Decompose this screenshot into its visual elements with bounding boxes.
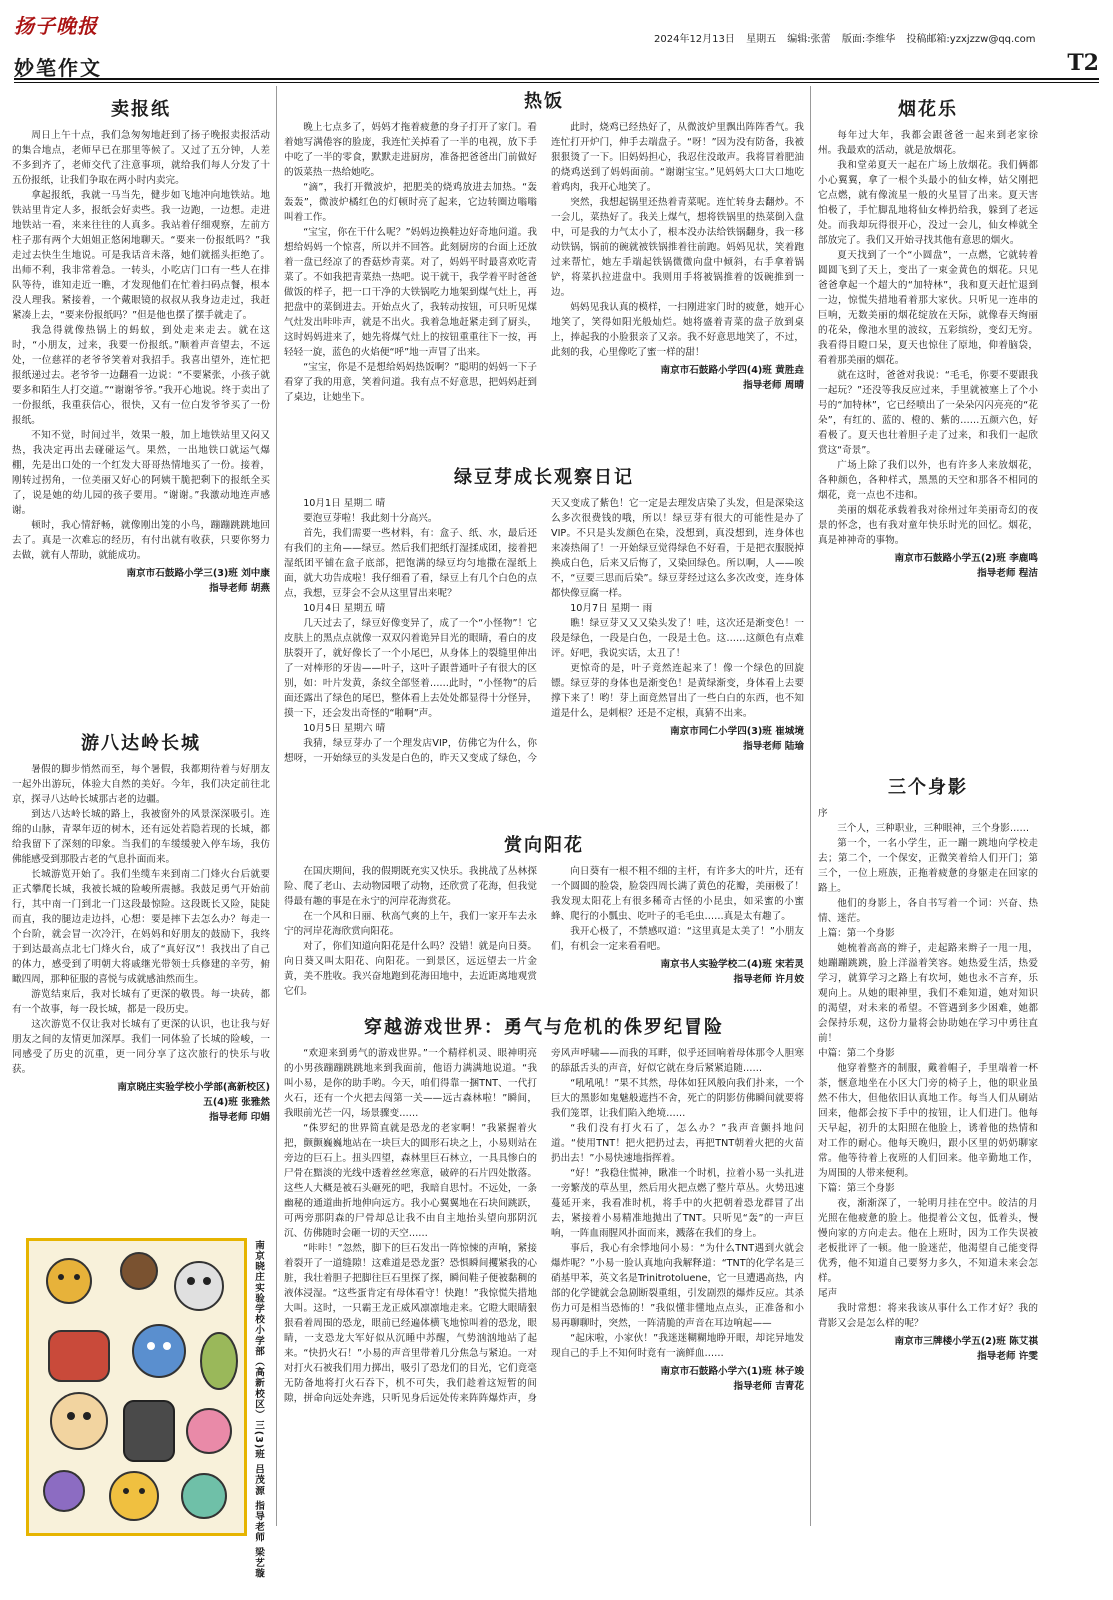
author-school: 南京市三牌楼小学五(2)班 陈艾祺 (894, 1336, 1038, 1347)
paragraph: 到达八达岭长城的路上，我被窗外的风景深深吸引。连绵的山脉，青翠年迈的树木，还有远处若隐若现的长城，都给我留下了深刻的印象。当我们的车缓缓驶入停车场，我仿佛能感受到那股古老的气息扑面而来。 (12, 809, 270, 865)
subheading: 上篇：第一个身影 (818, 928, 895, 939)
header-rule-thin (14, 82, 1099, 83)
article-body (818, 806, 1038, 1331)
drawing-illustration (29, 1241, 244, 1533)
paragraph: “起床啦，小家伙！”我迷迷糊糊地睁开眼，却诧异地发现自己的手上不知何时竟有一滴鲜血…… (551, 1333, 804, 1359)
article-title: 穿越游戏世界：勇气与危机的侏罗纪冒险 (364, 1017, 724, 1038)
paragraph: 要泡豆芽啦！我此刻十分高兴。 (303, 513, 438, 524)
author-teacher: 指导老师 印娟 (209, 1112, 270, 1123)
diary-date: 10月1日 星期二 晴 (303, 498, 386, 509)
header-rule (14, 78, 1099, 80)
paragraph: 三个人，三种职业，三种眼神，三个身影…… (837, 823, 1030, 834)
paragraph: “欢迎来到勇气的游戏世界。”一个精样机灵、眼神明亮的小男孩蹦蹦跳跳地来到我面前，他语力满满地说道。“我叫小易，是你的助手哟。今天，咱们得靠一捆TNT、一代打火石，还有一个火把去闯第一关——远古森林啦！”瞬间，我眼前光芒一闪，场景骤变…… (284, 1048, 537, 1119)
article-body (818, 128, 1038, 548)
paragraph: “好！”我稳住慌神，瞅准一个时机，拉着小易一头扎进一旁繁茂的草丛里，然后用火把点燃了整片草丛。火势迅速蔓延开来，我看准时机，将手中的火把朝着恐龙群冒了出去，紧接着小易精准地抛出了TNT。只听见“轰”的一声巨响，一阵血雨腥风扑面而来，溅落在我们的身上。 (551, 1168, 804, 1239)
paragraph: “宝宝，你在干什么呢？”妈妈边换鞋边好奇地问道。我想给妈妈一个惊喜，所以并不回答。此刻厨房的台面上还放着一盘已经凉了的香菇炒青菜。对了，妈妈平时最喜欢吃青菜了。不如我把青菜热一热吧。说干就干，我学着平时爸爸做饭的样子，把一口干净的大铁锅吃力地架到煤气灶上，再把盘中的菜倒进去。开始点火了，我转动按钮，可只听见煤气灶发出咔咔声，就是不出火。我着急地赶紧走到了厨头，这时妈妈进来了，她先将煤气灶上的按钮重重往下一按，再轻轻一旋，蓝色的火焰便“呼”地一声冒了出来。 (284, 227, 537, 358)
paragraph: 在国庆期间，我的假期既充实又快乐。我挑战了丛林探险、爬了老山、去动物园喂了动物，还欣赏了花海，但我觉得最有趣的事是在永宁的河岸花海赏花。 (284, 866, 537, 907)
author-teacher: 指导老师 周晴 (743, 380, 804, 391)
paragraph: “我们没有打火石了，怎么办？”我声音颤抖地问道。“使用TNT！把火把扔过去，再把TNT朝着火把的火苗扔出去！”小易快速地指挥着。 (551, 1123, 804, 1164)
subheading: 尾声 (818, 1288, 838, 1299)
paragraph: 他们的身影上，各自书写着一个词：兴奋、热情、迷茫。 (818, 898, 1038, 924)
author-school: 南京市石鼓路小学三(3)班 刘中康 (126, 568, 270, 579)
paragraph: 暑假的脚步悄然而至，每个暑假，我都期待着与好朋友一起外出游玩，体验大自然的美好。今年，我们决定前往北京，探寻八达岭长城那古老的边疆。 (12, 764, 270, 805)
paragraph: 在一个风和日丽、秋高气爽的上午，我们一家开车去永宁的河岸花海欣赏向阳花。 (284, 911, 537, 937)
diary-date: 10月7日 星期一 雨 (570, 603, 653, 614)
article-shangxiangyanghua (284, 834, 804, 1010)
paragraph: 我开心极了，不禁感叹道：“这里真是太美了！”小朋友们，有机会一定来看看吧。 (551, 926, 804, 952)
editor: 编辑:张蕾 (787, 34, 831, 45)
paragraph: 我急得就像热锅上的蚂蚁，到处走来走去。就在这时，“小朋友，过来，我要一份报纸。”顺着声音望去，不远处，一位慈祥的老爷爷笑着对我招手。我喜出望外，连忙把报纸递过去。老爷爷一边翻看一边说：“不要紧张，小孩子就要多和陌生人打交道。”“谢谢爷爷。”我开心地说。终于卖出了一份报纸，我重获信心，很快，又有一位白发爷爷买了一份报纸。 (12, 325, 270, 426)
drawing-caption: 南京晓庄实验学校小学部（高新校区）三(3)班 吕茂源 指导老师 梁艺璇 (253, 1240, 264, 1579)
section-title: 妙笔作文 (14, 56, 102, 80)
paragraph: 更惊奇的是，叶子竟然连起来了！像一个绿色的回旋镖。绿豆芽的身体也是渐变色！是黄绿渐变，身体看上去要撑下来了！哟！芽上面竟然冒出了一些白白的东西，也不知道是什么，是刺根？还是不定根，真猜不出来。 (551, 663, 804, 719)
article-maibaozhi (12, 98, 270, 724)
article-lvdouya (284, 466, 804, 828)
article-body (12, 128, 270, 563)
article-body (284, 1046, 804, 1406)
paragraph: 长城游览开始了。我们坐缆车来到南二门烽火台后就要正式攀爬长城，我被长城的险峻所震撼。我鼓足勇气开始前行，其中南一门到北一门这段最惊险。这段既长又险，陡陡而直，我的腿边走边抖，心想：要是摔下去怎么办？每走一个台阶，就会冒一次冷汗，在妈妈和好朋友的鼓励下，我终于到达最高点北七门烽火台，成了“真好汉”！我找出了自己的体力，感受到了明朝大将戚继光带领士兵修建的辛劳，俯瞰四周，那种征服的喜悦与成就感油然而生。 (12, 869, 270, 985)
article-body (284, 120, 804, 405)
byline (551, 957, 804, 987)
paragraph: 她梳着高高的辫子，走起路来辫子一甩一甩，她蹦蹦跳跳，脸上洋溢着笑容。她热爱生活，热爱学习，就算学习之路上有坎坷，她也永不言弃，乐观向上。从她的眼神里，我们不难知道，她对知识的渴望，对未来的希望。不管遇到多少困难，她都会保持乐观，这份力量将会协助她在学习中勇往直前！ (818, 943, 1038, 1044)
column-divider (810, 86, 811, 1526)
diary-date: 10月4日 星期五 晴 (303, 603, 386, 614)
article-title: 赏向阳花 (504, 835, 584, 856)
byline (551, 1364, 804, 1394)
author-school: 南京市同仁小学四(3)班 崔城境 (670, 726, 804, 737)
paragraph: 瞧！绿豆芽又又又染头发了！哇，这次还是渐变色！一段是绿色，一段是白色，一段是土色。这……这颜色有点难评。好吧，我说实话，太丑了！ (551, 618, 804, 659)
diary-date: 10月5日 星期六 晴 (303, 723, 386, 734)
paragraph: 就在这时，爸爸对我说：“毛毛，你要不要跟我一起玩？”还没等我反应过来，手里就被塞上了个小号的“加特林”，它已经喷出了一朵朵闪闪亮亮的“花朵”，有红的、蓝的、橙的、紫的……五颜六色，好看极了。夏天也壮着胆子走了过来，和我们一起欣赏这“奇景”。 (818, 370, 1038, 456)
author-school: 南京市石鼓路小学四(4)班 黄胜垚 (660, 365, 804, 376)
paragraph: 每年过大年，我都会跟爸爸一起来到老家徐州。我最欢的活动，就是放烟花。 (818, 130, 1038, 156)
paragraph: 向日葵有一根不粗不细的主杆，有许多大的叶片，还有一个圆圆的脸袋，脸袋四周长满了黄色的花瓣，美丽极了！我发现太阳花上有很多稀奇古怪的小昆虫，如采蜜的小蜜蜂、爬行的小瓢虫、吃叶子的毛毛虫……真是太有趣了。 (551, 866, 804, 922)
paragraph: “吼吼吼！”果不其然，母体如狂风般向我们扑来，一个巨大的黑影如鬼魅般遮挡不舍，死亡的阴影仿佛瞬间就要将我们笼罩，让我们陷入绝境…… (551, 1078, 804, 1119)
author-school: 南京书人实验学校二(4)班 宋若灵 (660, 959, 804, 970)
page-header (14, 6, 1099, 78)
paragraph: 他穿着整齐的制服，戴着帽子，手里端着一杯茶，惬意地坐在小区大门旁的椅子上，他的职业虽然不伟大，但他依旧认真地工作。每当人们从刷站回来，他都会按下手中的按钮，让人们进门。他每天早起，初升的太阳照在他脸上，诱着他的热情和对工作的耐心。他每天晚归，跟小区里的奶奶聊家常。他等待着上夜班的人们回来。他辛勤地工作，为周围的人带来便利。 (818, 1063, 1038, 1179)
author-teacher: 指导老师 许月姣 (733, 974, 804, 985)
article-title: 热饭 (524, 91, 564, 112)
article-jurassic (284, 1016, 804, 1556)
paragraph: 美丽的烟花承载着我对徐州过年美丽奇幻的夜景的怀念，也有我对童年快乐时光的回忆。烟花，真是神神奇的事物。 (818, 505, 1038, 546)
article-body (284, 496, 804, 766)
article-title: 烟花乐 (898, 99, 958, 120)
paragraph: 妈妈见我认真的模样，一扫刚进家门时的疲惫，她开心地笑了，笑得如阳光般灿烂。她将盛着青菜的盘子放到桌上，捧起我的小脸狠亲了又亲。我不好意思地笑了，不过，此刻的我，心里像吃了蜜一样的甜！ (551, 302, 804, 358)
paragraph: 此时，烧鸡已经热好了，从微波炉里飘出阵阵香气。我连忙打开炉门，伸手去端盘子。“呀！”因为没有防备，我被狠狠烫了一下。旧妈妈担心，我忍住没敢声。我将冒着肥油的烧鸡送到了妈妈面前。“谢谢宝宝。”见妈妈大口大口地吃着鸡肉，我开心地笑了。 (551, 122, 804, 193)
issue-meta (654, 30, 1044, 45)
article-refan (284, 90, 804, 458)
article-title: 卖报纸 (111, 99, 171, 120)
author-class: 五(4)班 张雅然 (203, 1097, 270, 1108)
paragraph: 我和堂弟夏天一起在广场上放烟花。我们俩都小心翼翼，拿了一根个头最小的仙女棒，姑父刚把它点燃，就有像流星一般的火星冒了出来。夏天害怕极了，手忙脚乱地将仙女棒扔给我，躲到了老远处。而我却玩得很开心，没过一会儿，仙女棒就全部放完了。我们又开始寻找其他有意思的烟火。 (818, 160, 1038, 246)
article-title: 游八达岭长城 (81, 733, 201, 754)
paragraph: “侏罗纪的世界简直就是恐龙的老家啊！”我紧握着火把，颤颤巍巍地站在一块巨大的圆形石块之上，小易则站在旁边的巨石上。扭头四望，森林里巨石林立，一具具惨白的尸骨在黯淡的光线中透着丝丝寒意，破碎的石片四处散落。这些人大概是被石头砸死的吧，我暗自思忖。不远处，一条幽秘的通道曲折地伸向远方。我小心翼翼地在石块间跳跃，可两旁那阴森的尸骨却总让我不由自主地抬头望向那阴沉沉、仿佛随时会砸一切的天空…… (284, 1123, 537, 1239)
paragraph: 广场上除了我们以外，也有许多人来放烟花，各种颜色，各种样式，黑黑的天空和那各不相同的烟花，竟一点也不违和。 (818, 460, 1038, 501)
author-teacher: 指导老师 许雯 (977, 1351, 1038, 1362)
newspaper-logo: 扬子晚报 (14, 14, 98, 38)
subheading: 下篇：第三个身影 (818, 1183, 895, 1194)
paragraph: 我猜，绿豆芽办了一个理发店VIP，仿佛它为什么，你想呀，一开始绿豆的头发是白色的，昨天又变成了绿色，今天又变成了紫色！它一定是去理发店染了头发，但是深染这么多次很费钱的哦，所以！绿豆芽有很大的可能性是办了VIP。不只是头发颜色在染，没想到，真没想到，连身体也来凑热闹了！一开始绿豆觉得绿色不好看，于是把衣服脱掉换成白色，后来又后悔了，又染回绿色。所以啊，人——唉不，“豆要三思而后染”。绿豆芽经过这么多次改变，连身体都快像豆腐一样。 (284, 498, 804, 764)
article-title: 三个身影 (888, 777, 968, 798)
paragraph: 几天过去了，绿豆好像变异了，成了一个“小怪物”！它皮肤上的黑点点就像一双双闪着诡异目光的眼睛，看白的皮肤裂开了，就好像长了一个小尾巴，从身体上的裂缝里伸出了一对棒形的牙齿——叶子，这叶子跟普通叶子有很大的区别，如：叶片发黄，条纹全部竖着……此时，“小怪物”的后面还露出了绿色的尾巴，整体看上去处处都显得十分怪异，摸一下，还会发出奇怪的“啪啊”声。 (284, 618, 537, 719)
submission-email: 投稿邮箱:yzxjzzw@qq.com (906, 34, 1036, 45)
byline (12, 566, 270, 596)
author-school: 南京晓庄实验学校小学部(高新校区) (117, 1082, 270, 1093)
article-badaling (12, 732, 270, 1232)
subheading: 中篇：第二个身影 (818, 1048, 895, 1059)
article-body (284, 864, 804, 999)
byline (818, 551, 1038, 581)
article-title: 绿豆芽成长观察日记 (454, 467, 634, 488)
page-number: T2 (1067, 50, 1099, 76)
paragraph: 这次游览不仅让我对长城有了更深的认识，也让我与好朋友之间的友情更加深厚。我们一同体验了长城的险峻，一同感受了历史的沉重，更一同分享了这次旅行的快乐与收获。 (12, 1019, 270, 1075)
author-teacher: 指导老师 胡燕 (209, 583, 270, 594)
issue-weekday: 星期五 (746, 34, 777, 45)
paragraph: 事后，我心有余悸地问小易：“为什么TNT遇到火就会爆炸呢？”小易一脸认真地向我解释道：“TNT的化学名是三硝基甲苯，英文名是Trinitrotoluene，它一旦遭遇高热，内部的化学键就会急剧断裂重组，引发剧烈的爆炸反应。其杀伤力可是相当恐怖的！”我似懂非懂地点点头，正准备和小易再聊聊时，突然，一阵清脆的声音在耳边响起—— (551, 1243, 804, 1329)
paragraph: 夜，渐渐深了，一轮明月挂在空中。皎洁的月光照在他疲惫的脸上。他提着公文包，低着头，慢慢向家的方向走去。他在上班时，因为工作失误被老板批评了一顿。他一脸迷茫，他渴望自己能变得优秀，他不知道自己要努力多久，不知道未来会怎样。 (818, 1198, 1038, 1284)
author-teacher: 指导老师 吉青花 (733, 1381, 804, 1392)
paragraph: 夏天找到了一个“小圆盘”，一点燃，它就转着圆圆飞到了天上，变出了一束金黄色的烟花。只见爸爸拿起一个超大的“加特林”，我和夏天赶忙退到一边，惊慌失措地看着那大家伙。只听见一连串的巨响，无数美丽的烟花绽放在天际，就像春天绚丽的花朵，像池水里的波纹，五彩缤纷，变幻无穷。我看得目瞪口呆，夏天也惊住了原地，仰着脑袋，看着那美丽的烟花。 (818, 250, 1038, 366)
author-teacher: 指导老师 陆瑜 (743, 741, 804, 752)
paragraph: 顿时，我心情舒畅，就像刚出笼的小鸟，蹦蹦跳跳地回去了。真是一次难忘的经历，有付出就有收获，只要你努力去做，就有人帮助，就能成功。 (12, 520, 270, 561)
author-school: 南京市石鼓路小学五(2)班 李鹿鸣 (894, 553, 1038, 564)
article-yanhuale (818, 98, 1038, 748)
paragraph: “宝宝，你是不是想给妈妈热饭啊？”聪明的妈妈一下子看穿了我的用意，笑着问道。我有点不好意思，把妈妈赶到了桌边，让她坐下。 (284, 362, 537, 403)
author-teacher: 指导老师 程洁 (977, 568, 1038, 579)
column-divider (276, 86, 277, 1526)
layout-editor: 版面:李维华 (841, 34, 896, 45)
subheading: 序 (818, 808, 828, 819)
byline (551, 363, 804, 393)
paragraph: 对了，你们知道向阳花是什么吗？没错！就是向日葵。向日葵又叫太阳花、向阳花。一到景区，远远望去一片金黄，美不胜收。我兴奋地跑到花海田地中，去近距离地观赏它们。 (284, 941, 537, 997)
issue-date: 2024年12月13日 (654, 34, 735, 45)
paragraph: 拿起报纸，我就一马当先，健步如飞地冲向地铁站。地铁站里肯定人多，报纸会好卖些。我一边跑，一边想。走进地铁站一看，来来往往的人真多。我站着仔细观察，左前方柱子那有两个大姐姐正悠闲地聊天。“要来一份报纸吗？”我走过去快生生地说。可是我话音未落，她们就摇头拒绝了。出师不利，我非常着急。一转头，小吃店门口有一些人在排队等待，谁知走近一瞧，才发现他们在忙着扫码点餐，根本没人理我。紧接着，一个戴眼镜的叔叔从我身边走过，我赶紧凑上去，“要来份报纸吗？”但是他也摆了摆手就走了。 (12, 190, 270, 321)
paragraph: “咔咔！”忽然，脚下的巨石发出一阵惊悚的声响，紧接着裂开了一道缝隙！这难道是恐龙蛋？恐惧瞬间攫紧我的心脏，我壮着胆子把脚往巨石里探了探，瞬间鞋子便被黏稠的液体浸湿。“这些蛋肯定有母体看守！快跑！”我惊慌失措地大叫。这时，一只霸王龙正威风凛凛地走来。它瞪大眼睛狠狠看着周围的恐龙，眼前已经遍体横飞地惊叫着的恐龙，眼睛，一支恐龙大军好似从沉睡中苏醒，气势汹汹地站了起来。“快扔火石！”小易的声音里带着几分焦急与紧迫。一对对打火石被我们用力掷出，吸引了恐龙们的目光，它们竟毫无防备地将打火石吞下，机不可失，我们趁着这短暂的间隙，拼命向远处奔逃，只听见身后远处传来阵阵爆炸声，身旁风声呼啸——而我的耳畔，似乎还回响着母体那令人胆寒的舔舐舌头的声音，好似它就在身后紧紧追随…… (284, 1048, 804, 1404)
paragraph: 我时常想：将来我该从事什么工作才好？我的背影又会是怎么样的呢？ (818, 1303, 1038, 1329)
article-sangeshenying (818, 776, 1038, 1556)
paragraph: 游览结束后，我对长城有了更深的敬畏。每一块砖，都有一个故事，每一段长城，都是一段历史。 (12, 989, 270, 1015)
byline (818, 1334, 1038, 1364)
byline (551, 724, 804, 754)
paragraph: 周日上午十点，我们急匆匆地赶到了扬子晚报卖报活动的集合地点，老师早已在那里等候了。又过了五分钟，人差不多到齐了，老师交代了注意事项，就给我们每人分发了十五份报纸，让我们争取在两小时内卖完。 (12, 130, 270, 186)
paragraph: 晚上七点多了，妈妈才拖着疲惫的身子打开了家门。看着她写满倦容的脸庞，我连忙关掉看了一半的电视，放下手中吃了一半的零食，默默走进厨房，准备把爸爸出门前做好的饭菜热一热给她吃。 (284, 122, 537, 178)
byline (12, 1080, 270, 1125)
paragraph: 首先，我们需要一些材料，有：盒子、纸、水，最后还有我们的主角——绿豆。然后我们把纸打湿揉成团，接着把湿纸团平铺在盒子底部，把饱满的绿豆均匀地撒在湿纸上面，就大功告成啦！我仔细看了看，绿豆上有几个白色的点点，我想，豆芽会不会从这里冒出来呢？ (284, 528, 537, 599)
paragraph: 突然，我想起锅里还热着青菜呢。连忙转身去翻炒。不一会儿，菜热好了。我关上煤气，想将铁锅里的热菜倒入盘中，可是我的力气太小了，根本没办法给铁锅翻身，我一移动铁锅，锅前的碗就被铁锅推着往前跑。妈妈见状，笑着跑过来帮忙，她左手端起铁锅微微向盘中倾斜，右手拿着锅铲，将菜扒拉进盘中。我则用手将被锅推着的饭碗推到一边。 (551, 197, 804, 298)
child-drawing (26, 1238, 247, 1536)
author-school: 南京市石鼓路小学六(1)班 林子竣 (660, 1366, 804, 1377)
article-body (12, 762, 270, 1077)
paragraph: 第一个，一名小学生，正一蹦一跳地向学校走去；第二个，一个保安，正微笑着给人们开门；第三个，一位上班族，正拖着疲惫的身躯走在回家的路上。 (818, 838, 1038, 894)
paragraph: “滴”，我打开微波炉，把肥美的烧鸡放进去加热。“轰轰轰”，微波炉橘红色的灯顿时亮了起来，它边转圈边嗡嗡叫着工作。 (284, 182, 537, 223)
paragraph: 不知不觉，时间过半，效果一般，加上地铁站里又闷又热，我决定再出去碰碰运气。果然，一出地铁口就运气爆棚，先是出口处的一个红发大哥哥热情地买了一份。接着，刚转过拐角，一位美丽又好心的阿姨干脆把剩下的报纸全买了，说是她的幼儿园的孩子要用。“谢谢。”我激动地连声感谢。 (12, 430, 270, 516)
